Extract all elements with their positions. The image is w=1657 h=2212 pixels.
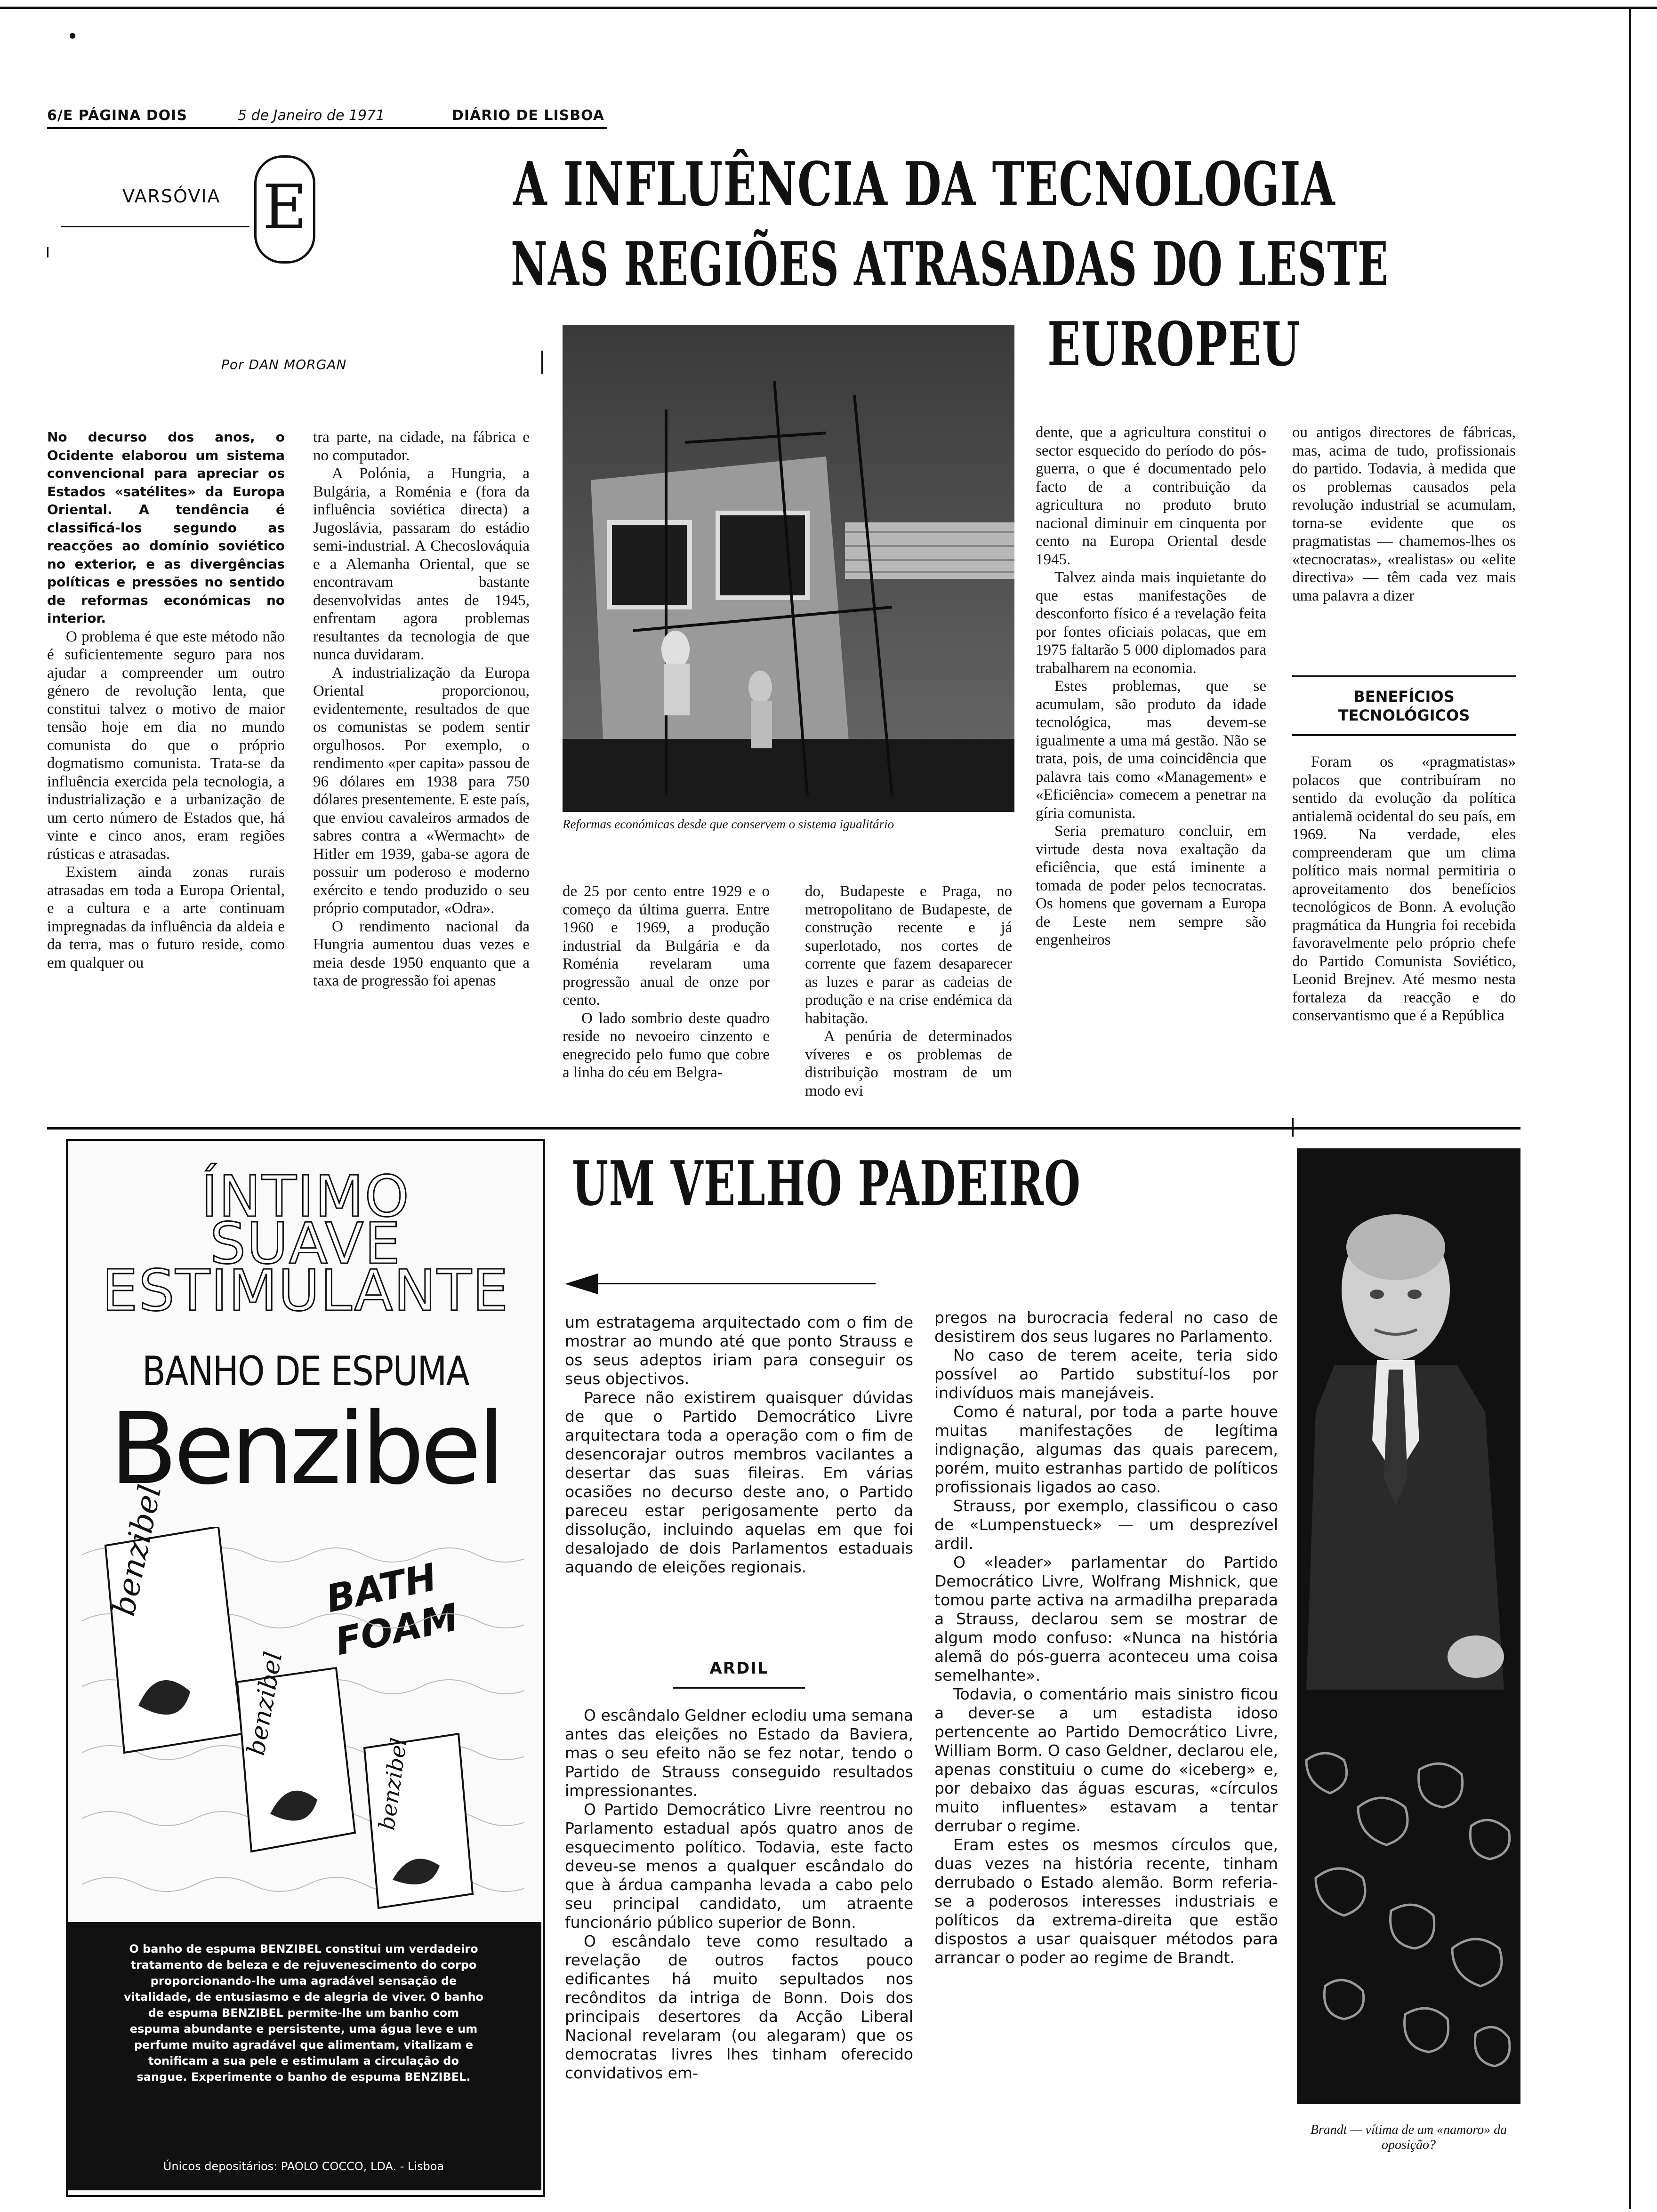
benzibel-advert (66, 1139, 545, 2197)
paragraph: O lado sombrio deste quadro reside no nevoeiro cinzento e enegrecido pelo fumo que cobre a linha do céu em Belgra- (563, 1010, 770, 1081)
advert-body-panel (66, 1922, 541, 2190)
box-brand-1: benzibel (105, 1482, 169, 1619)
photo-construction-image (563, 325, 1014, 812)
byline-rule (541, 351, 543, 374)
issue-date: 5 de Janeiro de 1971 (238, 107, 385, 124)
paragraph: O rendimento nacional da Hungria aumentou duas vezes e meia desde 1950 enquanto que a taxa de progressão foi apenas (313, 918, 530, 989)
headline-line-1: A INFLUÊNCIA DA TECNOLOGIA (513, 149, 1336, 220)
article1-column-6 (1292, 424, 1516, 654)
paragraph: pregos na burocracia federal no caso de desistirem dos seus lugares no Parlamento. (934, 1308, 1278, 1346)
paragraph: Estes problemas, que se acumulam, são produto da idade tecnológica, mas devem-se igualmente a uma má gestão. Não se trata, pois, de uma coincidência que palavra tais como «Management» e «Eficiência» comecem a penetrar na gíria comunista. (1036, 678, 1266, 822)
paragraph: Existem ainda zonas rurais atrasadas em toda a Europa Oriental, e a cultura e a arte continuam impregnadas da influência da aldeia e da terra, mas o futuro reside, como em qualquer ou (47, 864, 285, 971)
advert-distributor: Únicos depositários: PAOLO COCCO, LDA. - Lisboa (163, 2160, 444, 2173)
subhead-underline (673, 1687, 805, 1689)
headline-line-3: EUROPEU (1047, 309, 1301, 380)
section-logo (254, 155, 315, 264)
section-tick (47, 247, 48, 257)
paragraph: A penúria de determinados víveres e os problemas de distribuição mostram de um modo evi (805, 1028, 1012, 1099)
article-photo (563, 325, 1014, 812)
paragraph: Talvez ainda mais inquietante do que estas manifestações de desconforto físico é a revelação feita por fontes oficiais polacas, que em 1975 faltarão 5 000 diplomados para trabalharem na economia. (1036, 569, 1266, 677)
brandt-portrait-image (1297, 1148, 1520, 2104)
paragraph: O Partido Democrático Livre reentrou no Parlamento estadual após quatro anos de esquecimento político. Todavia, este facto deveu-se menos a qualquer escândalo do que à árdua campanha levada a cabo pelo seu principal candidato, um atraente funcionário público superior de Bonn. (565, 1800, 913, 1931)
article1-column-5 (1036, 424, 1266, 1134)
box-brand-3: benzibel (374, 1736, 412, 1832)
article1-column-4 (805, 882, 1012, 1137)
paragraph: ou antigos directores de fábricas, mas, acima de tudo, profissionais do partido. Todavia, à medida que os problemas causados pela revolução industrial se acumulam, torna-se evidente que os pragmatistas — chamemos-lhes os «tecnocratas», «realistas» ou «elite directiva» — têm cada vez mais uma palavra a dizer (1292, 424, 1516, 604)
advert-product-line: BANHO DE ESPUMA (142, 1348, 469, 1395)
paragraph: um estratagema arquitectado com o fim de mostrar ao mundo até que ponto Strauss e os seus adeptos iriam para conseguir os seus objectivos. (565, 1313, 913, 1388)
section-rule (61, 226, 249, 227)
section-divider (47, 1127, 1520, 1130)
paragraph: O escândalo teve como resultado a revelação de outros factos pouco edificantes há muito sepultados nos recônditos da intriga de Bonn. Dois dos principais desertores da Acção Liberal Nacional revelaram (ou alegaram) que os democratas livres lhes tinham oferecido convidativos em- (565, 1932, 913, 2082)
article1-column-3 (563, 882, 770, 1137)
paragraph: O «leader» parlamentar do Partido Democrático Livre, Wolfrang Mishnick, que tomou parte activa na armadilha preparada a Strauss, declarou sem se mostrar de algum modo confuso: «Nunca na história alemã do pós-guerra aconteceu uma coisa semelhante». (934, 1553, 1278, 1684)
paragraph: No caso de terem aceite, teria sido possível ao Partido substituí-los por indivíduos mais manejáveis. (934, 1346, 1278, 1402)
advert-body-text: O banho de espuma BENZIBEL constitui um verdadeiro tratamento de beleza e de rejuvenescimento do corpo proporcionando-lhe uma agradável sensação de vitalidade, de entusiasmo e de alegria de viver. O banho de espuma BENZIBEL permite-lhe um banho com espuma abundante e persistente, uma água leve e um perfume muito agradável que alimentam, vitalizam e tonificam a sua pele e estimulam a circulação do sangue. Experimente o banho de espuma BENZIBEL. (123, 1942, 484, 2084)
article2-subhead: ARDIL (709, 1659, 769, 1678)
subhead-benefits (1292, 687, 1516, 725)
article2-column-b (934, 1308, 1278, 2193)
divider-tick (1292, 1118, 1294, 1137)
paragraph: Todavia, o comentário mais sinistro ficou a dever-se a um estadista idoso pertencente ao Partido Democrático Livre, William Borm. O caso Geldner, declarou ele, apenas constituiu o cume do «iceberg» e, por debaixo das águas escuras, «círculos muito influentes» estavam a tentar derrubar o regime. (934, 1685, 1278, 1835)
article1-column-6b (1292, 753, 1516, 1134)
advert-bath-foam: BATH FOAM (322, 1555, 462, 1664)
brandt-photo-caption: Brandt — vítima de um «namoro» da oposição? (1310, 2123, 1507, 2152)
paragraph: Como é natural, por toda a parte houve muitas manifestações de legítima indignação, algumas das quais parecem, porém, muito estranhas partido de políticos profissionais ligados ao caso. (934, 1403, 1278, 1496)
arrow-line (598, 1283, 876, 1284)
paragraph: dente, que a agricultura constitui o sector esquecido do período do pós-guerra, o que é documentado pelo facto de a contribuição da agricultura no produto bruto nacional diminuir em cinquenta por cento na Europa Oriental desde 1945. (1036, 424, 1266, 568)
advert-tagline (68, 1164, 543, 1324)
article1-column-2 (313, 428, 530, 1134)
paragraph: tra parte, na cidade, na fábrica e no computador. (313, 429, 530, 464)
article1-column-1 (47, 428, 285, 1134)
tagline-line: ESTIMULANTE (102, 1258, 509, 1324)
paragraph: Eram estes os mesmos círculos que, duas vezes na história recente, tinham derrubado o Estado alemão. Borm referia-se a poderosos interesses industriais e políticos da extrema-direita que estão dispostos a usar quaisquer métodos para arrancar o poder ao regime de Brandt. (934, 1835, 1278, 1967)
page-label: 6/E PÁGINA DOIS (47, 107, 187, 124)
headline-line-2: NAS REGIÕES ATRASADAS DO LESTE (511, 229, 1389, 300)
tagline-line: SUAVE (209, 1211, 402, 1277)
paragraph: O escândalo Geldner eclodiu uma semana antes das eleições no Estado da Baviera, mas o seu efeito não se fez notar, tendo o Partido de Strauss conseguido resultados impressionantes. (565, 1706, 913, 1800)
article-lead: No decurso dos anos, o Ocidente elaborou um sistema convencional para apreciar os Estados «satélites» da Europa Oriental. A tendência é classificá-los segundo as reacções ao domínio soviético no exterior, e as divergências políticas e pressões no sentido de reformas económicas no interior. (47, 429, 285, 626)
paragraph: de 25 por cento entre 1929 e o começo da última guerra. Entre 1960 e 1969, a produção industrial da Bulgária e da Roménia revelaram uma progressão anual de onze por cento. (563, 883, 770, 1009)
masthead-rule (47, 127, 607, 129)
box-brand-2: benzibel (242, 1650, 288, 1758)
paragraph: A industrialização da Europa Oriental proporcionou, evidentemente, resultados de que os comunistas se podem sentir orgulhosos. Por exemplo, o rendimento «per capita» passou de 96 dólares em 1938 para 750 dólares presentemente. E este país, que enviou cavaleiros armados de sabres contra a «Wermacht» de Hitler em 1939, gaba-se agora de possuir um poderoso e moderno exército e tendo produzido o seu próprio computador, «Odra». (313, 664, 530, 917)
byline: Por DAN MORGAN (221, 357, 347, 372)
subhead-line: TECNOLÓGICOS (1338, 706, 1470, 724)
section-label: VARSÓVIA (122, 186, 221, 207)
margin-dot (70, 33, 75, 39)
photo-caption: Reformas económicas desde que conservem o sistema igualitário (563, 817, 894, 831)
paragraph: O problema é que este método não é suficientemente seguro para nos ajudar a compreender um outro género de revolução lenta, que constitui talvez o motivo de maior tensão hoje em dia no mundo comunista do que o próprio dogmatismo comunista. Trata-se da influência exercida pela tecnologia, a industrialização e a urbanização de um certo número de Estados que, há vinte e cinco anos, eram regiões rústicas e atrasadas. (47, 628, 285, 863)
article2-headline: UM VELHO PADEIRO (572, 1147, 1081, 1219)
article2-column-a2 (565, 1706, 913, 2191)
paragraph: Parece não existirem quaisquer dúvidas de que o Partido Democrático Livre arquitectara toda a operação com o fim de desencorajar outros membros vacilantes a desertar das suas fileiras. Em várias ocasiões no decurso deste ano, o Partido pareceu estar perigosamente perto da dissolução, incluindo aquelas em que foi desalojado de dois Parlamentos estaduais aquando de eleições regionais. (565, 1388, 913, 1576)
advert-product-boxes (82, 1527, 524, 1917)
paragraph: do, Budapeste e Praga, no metropolitano de Budapeste, de construção recente e já superlotado, nos cortes de corrente que fazem desaparecer as luzes e parar as cadeias de produção e na crise endémica da habitação. (805, 883, 1012, 1027)
brandt-photo (1297, 1148, 1520, 2104)
article2-column-a (565, 1313, 913, 1576)
paragraph: Strauss, por exemplo, classificou o caso de «Lumpenstueck» — um desprezível ardil. (934, 1497, 1278, 1553)
paragraph: Seria prematuro concluir, em virtude desta nova exaltação da eficiência, que está iminente a tomada de poder pelos tecnocratas. Os homens que governam a Europa de Leste nem sempre são engenheiros (1036, 823, 1266, 948)
advert-brand: Benzibel (110, 1391, 501, 1507)
subhead-line: BENEFÍCIOS (1353, 688, 1455, 705)
subhead-rule-top (1292, 675, 1516, 677)
top-border (0, 7, 1657, 9)
paper-name: DIÁRIO DE LISBOA (452, 107, 604, 124)
arrow-left-icon (565, 1274, 598, 1294)
tagline-line: ÍNTIMO (201, 1164, 410, 1230)
subhead-rule-bottom (1292, 734, 1516, 736)
section-logo-letter: E (262, 171, 307, 243)
paragraph: Foram os «pragmatistas» polacos que contribuíram no sentido da evolução da política antialemã ocidental do seu país, em 1969. Na verdade, eles compreenderam que um clima político mais normal permitiria o aproveitamento dos benefícios tecnológicos de Bonn. A evolução pragmática da Hungria foi recebida favoravelmente pelo próprio chefe do Partido Comunista Soviético, Leonid Brejnev. Até mesmo nesta fortaleza da reacção e do conservantismo que é a República (1292, 753, 1516, 1024)
right-border (1629, 7, 1631, 2209)
paragraph: A Polónia, a Hungria, a Bulgária, a Roménia e (fora da influência soviética directa) a Jugoslávia, passaram do estádio semi-industrial. A Checoslováquia e a Alemanha Oriental, que se encontravam bastante desenvolvidas antes de 1945, enfrentam agora problemas resultantes da tecnologia de que nunca duvidaram. (313, 465, 530, 663)
